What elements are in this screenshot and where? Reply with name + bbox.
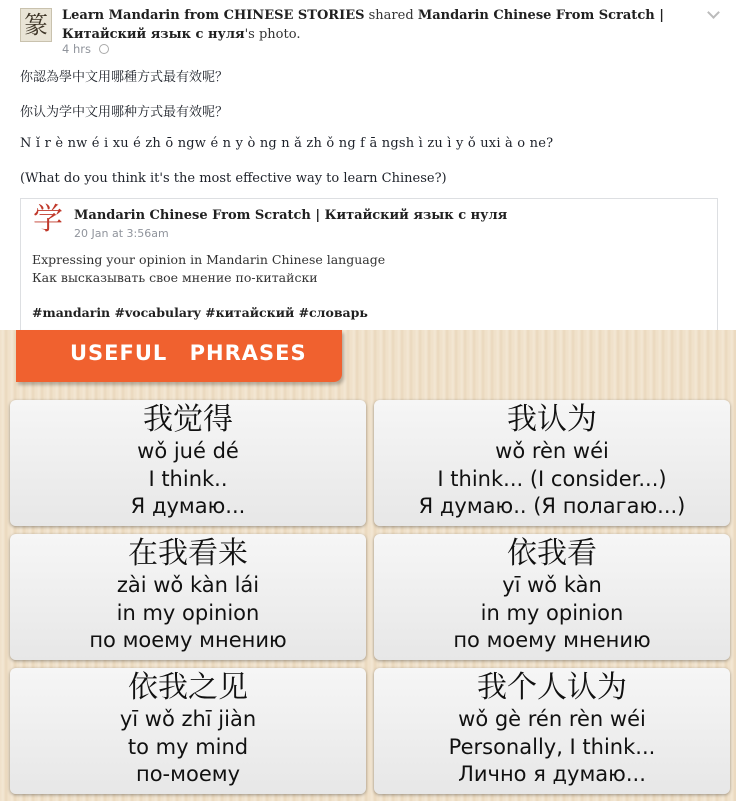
- post-line-traditional: 你認為學中文用哪種方式最有效呢？: [20, 70, 229, 85]
- phrase-card: [10, 400, 366, 526]
- phrase-pinyin: wǒ rèn wéi: [495, 439, 609, 463]
- photo-suffix[interactable]: 's photo.: [244, 27, 301, 42]
- phrase-card: [10, 668, 366, 794]
- chevron-down-icon[interactable]: [707, 6, 720, 19]
- post-timestamp[interactable]: [62, 42, 109, 56]
- phrase-hanzi: 我个人认为: [477, 670, 627, 705]
- phrase-pinyin: yī wǒ zhī jiàn: [119, 707, 257, 731]
- post-line-pinyin: N ǐ r è nw é i xu é zh ō ngw é n y ò ng n ǎ zh ǒ ng f ā ngsh ì zu ì y ǒ uxi à o ne?: [20, 136, 554, 151]
- phrase-card: [10, 534, 366, 660]
- shared-page-icon[interactable]: 学: [33, 202, 63, 237]
- phrase-hanzi: 我觉得: [143, 402, 233, 437]
- phrase-hanzi: 依我看: [507, 536, 597, 571]
- author-link[interactable]: Learn Mandarin from CHINESE STORIES: [62, 8, 365, 23]
- post-line-simplified: 你认为学中文用哪种方式最有效呢？: [20, 105, 229, 120]
- post-header: [62, 6, 702, 44]
- globe-icon: [99, 44, 109, 54]
- phrase-english: I think..: [148, 467, 228, 491]
- phrase-russian: по моему мнению: [89, 628, 287, 652]
- phrase-russian: по моему мнению: [453, 628, 651, 652]
- phrase-pinyin: wǒ jué dé: [137, 439, 239, 463]
- phrase-russian: Лично я думаю...: [458, 762, 646, 786]
- post-line-english: (What do you think it's the most effective way to learn Chinese?): [20, 171, 447, 186]
- phrase-pinyin: wǒ gè rén rèn wéi: [458, 707, 646, 731]
- phrase-pinyin: yī wǒ kàn: [502, 573, 602, 597]
- photo-useful-phrases[interactable]: [0, 330, 736, 801]
- shared-text-english: Expressing your opinion in Mandarin Chinese language: [32, 252, 386, 267]
- page-avatar[interactable]: [20, 8, 52, 42]
- phrase-english: in my opinion: [480, 601, 624, 625]
- phrase-russian: по-моему: [135, 762, 241, 786]
- shared-text-russian: Как высказывать свое мнение по-китайски: [32, 270, 318, 285]
- phrase-hanzi: 在我看来: [128, 536, 248, 571]
- banner-label: USEFUL PHRASES: [70, 341, 307, 365]
- phrase-card: [374, 534, 730, 660]
- phrase-pinyin: zài wǒ kàn lái: [116, 573, 260, 597]
- shared-word: shared: [368, 8, 414, 23]
- phrase-english: Personally, I think...: [448, 735, 656, 759]
- phrase-card: [374, 668, 730, 794]
- phrase-english: to my mind: [127, 735, 249, 759]
- phrase-english: I think... (I consider...): [437, 467, 667, 491]
- source-page-link[interactable]: Mandarin Chinese From Scratch | Китайский язык с нуля: [62, 8, 664, 42]
- phrase-hanzi: 我认为: [507, 402, 597, 437]
- phrase-card: [374, 400, 730, 526]
- hashtags[interactable]: #mandarin #vocabulary #китайский #словарь: [32, 305, 368, 320]
- phrase-russian: Я думаю...: [130, 494, 246, 518]
- facebook-post: [0, 0, 736, 330]
- shared-date[interactable]: 20 Jan at 3:56am: [74, 227, 169, 240]
- useful-phrases-banner: [16, 330, 342, 382]
- phrase-english: in my opinion: [116, 601, 260, 625]
- avatar-glyph: 篆: [24, 11, 48, 39]
- phrase-russian: Я думаю.. (Я полагаю...): [418, 494, 686, 518]
- shared-page-title[interactable]: Mandarin Chinese From Scratch | Китайский язык с нуля: [74, 208, 508, 223]
- phrase-hanzi: 依我之见: [128, 670, 248, 705]
- shared-post-card[interactable]: [20, 198, 718, 338]
- timestamp-text[interactable]: 4 hrs: [62, 42, 91, 56]
